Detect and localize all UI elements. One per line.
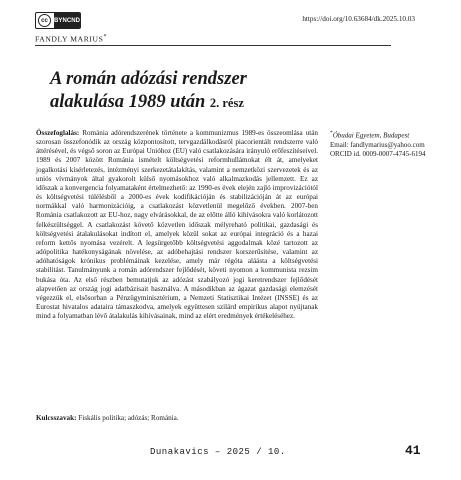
header-rule [35, 45, 391, 46]
title-part-label: 2. rész [209, 96, 244, 110]
cc-logo-icon: cc [38, 14, 51, 27]
title-line-2-text: alakulása 1989 után [50, 92, 206, 112]
affiliation-orcid[interactable]: ORCID id. 0009-0007-4745-6194 [330, 149, 426, 158]
keywords-label: Kulcsszavak: [36, 414, 77, 422]
license-term-by: BY [54, 17, 63, 24]
affiliation-email[interactable]: Email: fandlymarius@yahoo.com [330, 140, 425, 149]
doi-link[interactable]: https://doi.org/10.63684/dk.2025.10.03 [302, 15, 415, 23]
author-name: FANDLY MARIUS [35, 34, 104, 44]
abstract [36, 129, 318, 321]
license-terms [54, 13, 80, 28]
abstract-label: Összefoglalás: [36, 129, 80, 137]
license-term-nc: NC [62, 17, 72, 24]
page-number: 41 [405, 443, 421, 458]
license-term-nd: ND [71, 17, 80, 24]
author-affiliation [330, 129, 455, 159]
creative-commons-license-badge [35, 12, 81, 29]
author-footnote-mark: * [103, 34, 108, 40]
article-title [50, 68, 410, 115]
keywords-text: Fiskális politika; adózás; Románia. [78, 414, 179, 422]
abstract-text: Románia adórendszerének története a kommunizmus 1989-es összeomlása után szorosan összefonódik az ország központosított, tervgazdálkodásról piacorientált rendszerre való áttérésével, és végső soron az Európai Unióhoz (EU) való csatlakozására irányuló erőfeszítéseivel. 1989 és 2007 között Románia ismételt költségvetési reformhullámokat élt át, amelyeket jogalkotási kísérletezés, intézményi szerkezetátalakítás, valamint a nemzetközi szervezetek és az uniós vívmányok által gyakorolt külső nyomásokhoz való alkalmazkodás jellemzett. Ez az időszak a konvergencia folyamataként értelmezhető: az 1990-es évek elején zajló improvizációtól és költségvetési túlélésből a 2000-es évek kodifikációján és stabilizációján át az európai normákkal való harmonizációig, a csatlakozást közvetlenül megelőző években. 2007-ben Románia csatlakozott az EU-hoz, nagy elvárásokkal, de az előtte álló kihívásokra való korlátozott felkészültséggel. A csatlakozást követő közvetlen időszak mélyreható politikai, gazdasági és költségvetési átalakulásokat indított el, amelyek közül sokat az európai integráció és a hazai reform kettős nyomása vezérelt. A legsürgetőbb költségvetési aggodalmak közé tartozott az adópolitika hatékonyságának növelése, az adóbehajtási rendszer korszerűsítése, valamint az adóhatóságok krónikus problémáinak kezelése, amely már régóta aláásta a költségvetési stabilitást. Tanulmányunk a román adórendszer fejlődését, követi nyomon a kommunista rezsim bukása óta. Az első részben bemutatjuk az adózást szabályozó jogi keretrendszer fejlődését alapvetően az ország jogi adatbázisait használva. A másodikban az ágazat gazdasági elemzését végezzük el, elsősorban a Pénzügyminisztérium, a Nemzeti Statisztikai Intézet (INSSE) és az Eurostat hivatalos adataira támaszkodva, amelyek együttesen szilárd empirikus alapot nyújtanak mind a folyamatban lévő átalakulás kihívásainak, mind az elért eredmények értékeléséhez. [36, 129, 318, 321]
affiliation-institution [330, 129, 455, 141]
keywords [36, 414, 318, 423]
title-line-1: A román adózási rendszer [50, 69, 247, 89]
running-author [35, 34, 107, 44]
affiliation-mark: * [330, 130, 333, 136]
institution-name: Óbudai Egyetem, Budapest [332, 131, 410, 140]
title-line-2 [50, 91, 410, 115]
journal-footer: Dunakavics – 2025 / 10. [150, 447, 286, 457]
